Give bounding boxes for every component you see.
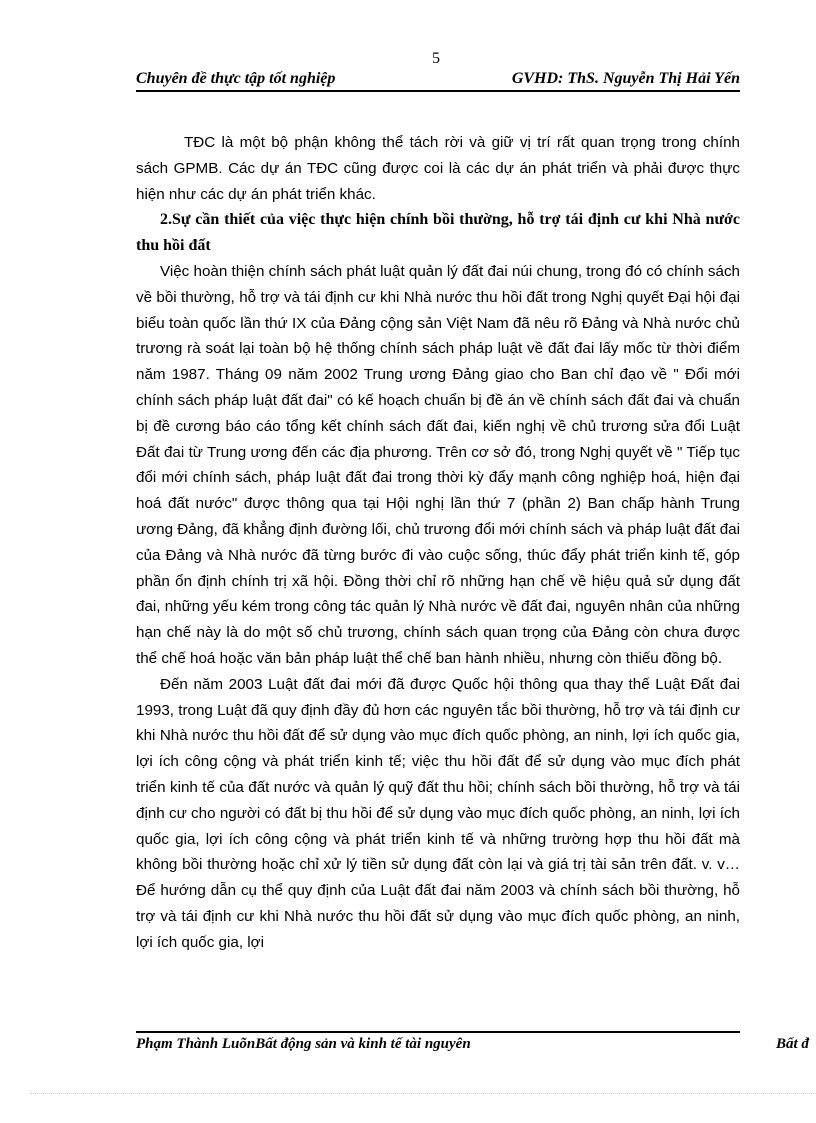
page-body xyxy=(136,130,740,956)
body-paragraph-1: Việc hoàn thiện chính sách phát luật quản lý đất đai núi chung, trong đó có chính sách về bồi thường, hỗ trợ và tái định cư khi Nhà nước thu hồi đất trong Nghị quyết Đại hội đại biểu toàn quốc lần thứ IX của Đảng cộng sản Việt Nam đã nêu rõ Đảng và Nhà nước chủ trương rà soát lại toàn bộ hệ thống chính sách pháp luật về đất đai lấy mốc từ thời điểm năm 1987. Tháng 09 năm 2002 Trung ương Đảng giao cho Ban chỉ đạo về " Đổi mới chính sách pháp luật đất đai" có kế hoạch chuẩn bị đề án về chính sách đất đai và chuẩn bị đề cương báo cáo tổng kết chính sách đất đai, kiến nghị về chủ trương sửa đổi Luật Đất đai từ Trung ương đến các địa phương. Trên cơ sở đó, trong Nghị quyết về " Tiếp tục đổi mới chính sách, pháp luật đất đai trong thời kỳ đẩy mạnh công nghiệp hoá, hiện đại hoá đất nước" được thông qua tại Hội nghị lần thứ 7 (phần 2) Ban chấp hành Trung ương Đảng, đã khẳng định đường lối, chủ trương đổi mới chính sách và pháp luật đất đai của Đảng và Nhà nước đã từng bước đi vào cuộc sống, thúc đẩy phát triển kinh tế, góp phần ổn định chính trị xã hội. Đồng thời chỉ rõ những hạn chế về hiệu quả sử dụng đất đai, những yếu kém trong công tác quản lý Nhà nước về đất đai, nguyên nhân của những hạn chế này là do một số chủ trương, chính sách quan trọng của Đảng còn chưa được thể chế hoá hoặc văn bản pháp luật thể chế ban hành nhiều, nhưng còn thiếu đồng bộ. xyxy=(136,262,740,667)
page-bottom-divider xyxy=(30,1093,816,1094)
footer-right-text: Bất đ xyxy=(776,1036,809,1052)
intro-paragraph: TĐC là một bộ phận không thể tách rời và giữ vị trí rất quan trọng trong chính sách GPMB. Các dự án TĐC cũng được coi là các dự án phát triển và phải được thực hiện như các dự án phát triển khác. xyxy=(136,134,740,203)
footer-divider xyxy=(136,1031,740,1033)
footer-author: Phạm Thành LuõnBất động sản và kinh tế tài nguyên xyxy=(136,1036,471,1052)
section-heading: 2.Sự cần thiết của việc thực hiện chính bồi thường, hỗ trợ tái định cư khi Nhà nước thu hồi đất xyxy=(136,211,740,255)
page-header xyxy=(136,70,740,92)
header-supervisor: GVHD: ThS. Nguyễn Thị Hải Yến xyxy=(511,70,740,87)
header-document-title: Chuyên đề thực tập tốt nghiệp xyxy=(136,70,336,87)
body-paragraph-2: Đến năm 2003 Luật đất đai mới đã được Quốc hội thông qua thay thế Luật Đất đai 1993, trong Luật đã quy định đầy đủ hơn các nguyên tắc bồi thường, hỗ trợ và tái định cư khi Nhà nước thu hồi đất để sử dụng vào mục đích quốc phòng, an ninh, lợi ích quốc gia, lợi ích công cộng và phát triển kinh tế; việc thu hồi đất để sử dụng vào mục đích phát triển kinh tế của đất nước và quản lý quỹ đất thu hồi; chính sách bồi thường, hỗ trợ và tái định cư cho người có đất bị thu hồi để sử dụng vào mục đích quốc phòng, an ninh, lợi ích quốc gia, lợi ích công cộng và phát triển kinh tế và những trường hợp thu hồi đất mà không bồi thường hoặc chỉ xử lý tiền sử dụng đất còn lại và giá trị tài sản trên đất. v. v… Để hướng dẫn cụ thể quy định của Luật đất đai năm 2003 và chính sách bồi thường, hỗ trợ và tái định cư khi Nhà nước thu hồi đất sử dụng vào mục đích quốc phòng, an ninh, lợi ích quốc gia, lợi xyxy=(136,675,740,951)
page-number: 5 xyxy=(432,50,440,67)
page-footer xyxy=(136,1036,816,1053)
